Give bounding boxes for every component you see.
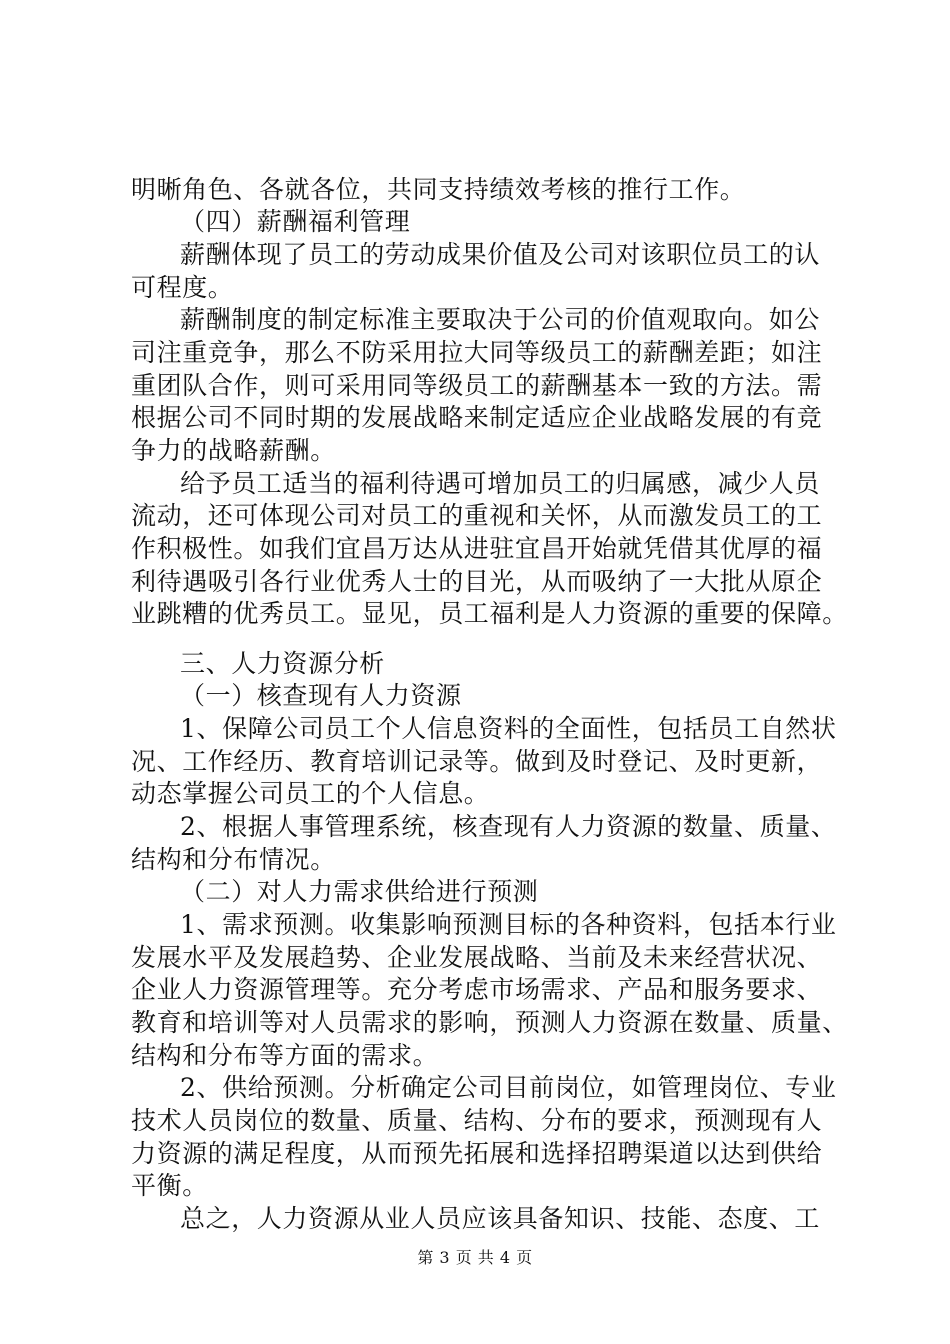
text-line: 利待遇吸引各行业优秀人士的目光，从而吸纳了一大批从原企	[131, 567, 823, 596]
text-line: 力资源的满足程度，从而预先拓展和选择招聘渠道以达到供给	[131, 1139, 823, 1168]
text-line: 结构和分布情况。	[131, 845, 336, 874]
text-line: 技术人员岗位的数量、质量、结构、分布的要求，预测现有人	[131, 1106, 823, 1135]
page-footer: 第 3 页 共 4 页	[417, 1248, 533, 1267]
text-line: 结构和分布等方面的需求。	[131, 1041, 439, 1070]
text-line: 况、工作经历、教育培训记录等。做到及时登记、及时更新，	[131, 747, 823, 776]
text-line: 平衡。	[131, 1171, 208, 1200]
text-line: 1、需求预测。收集影响预测目标的各种资料，包括本行业	[180, 910, 837, 939]
text-line: 重团队合作，则可采用同等级员工的薪酬基本一致的方法。需	[131, 371, 823, 400]
text-line: 作积极性。如我们宜昌万达从进驻宜昌开始就凭借其优厚的福	[131, 534, 823, 563]
text-line: 薪酬制度的制定标准主要取决于公司的价值观取向。如公	[180, 305, 821, 334]
text-line: 动态掌握公司员工的个人信息。	[131, 779, 490, 808]
section-heading: （四）薪酬福利管理	[180, 207, 411, 236]
text-line: 2、根据人事管理系统，核查现有人力资源的数量、质量、	[180, 812, 837, 841]
text-line: 根据公司不同时期的发展战略来制定适应企业战略发展的有竞	[131, 403, 823, 432]
text-line: 给予员工适当的福利待遇可增加员工的归属感，减少人员	[180, 469, 821, 498]
text-line: 薪酬体现了员工的劳动成果价值及公司对该职位员工的认	[180, 240, 821, 269]
section-heading: （一）核查现有人力资源	[180, 681, 462, 710]
text-line: 流动，还可体现公司对员工的重视和关怀，从而激发员工的工	[131, 501, 823, 530]
text-line: 争力的战略薪酬。	[131, 436, 336, 465]
text-line: 教育和培训等对人员需求的影响，预测人力资源在数量、质量、	[131, 1008, 848, 1037]
text-line: 司注重竞争，那么不防采用拉大同等级员工的薪酬差距；如注	[131, 338, 823, 367]
text-line: 明晰角色、各就各位，共同支持绩效考核的推行工作。	[131, 175, 746, 204]
text-line: 企业人力资源管理等。充分考虑市场需求、产品和服务要求、	[131, 975, 823, 1004]
text-line: 发展水平及发展趋势、企业发展战略、当前及未来经营状况、	[131, 943, 823, 972]
chapter-heading: 三、人力资源分析	[180, 649, 385, 678]
text-line: 2、供给预测。分析确定公司目前岗位，如管理岗位、专业	[180, 1073, 837, 1102]
text-line: 1、保障公司员工个人信息资料的全面性，包括员工自然状	[180, 714, 837, 743]
section-heading: （二）对人力需求供给进行预测	[180, 877, 539, 906]
text-line: 总之，人力资源从业人员应该具备知识、技能、态度、工	[180, 1204, 821, 1233]
text-line: 可程度。	[131, 273, 234, 302]
text-line: 业跳糟的优秀员工。显见，员工福利是人力资源的重要的保障。	[131, 599, 848, 628]
